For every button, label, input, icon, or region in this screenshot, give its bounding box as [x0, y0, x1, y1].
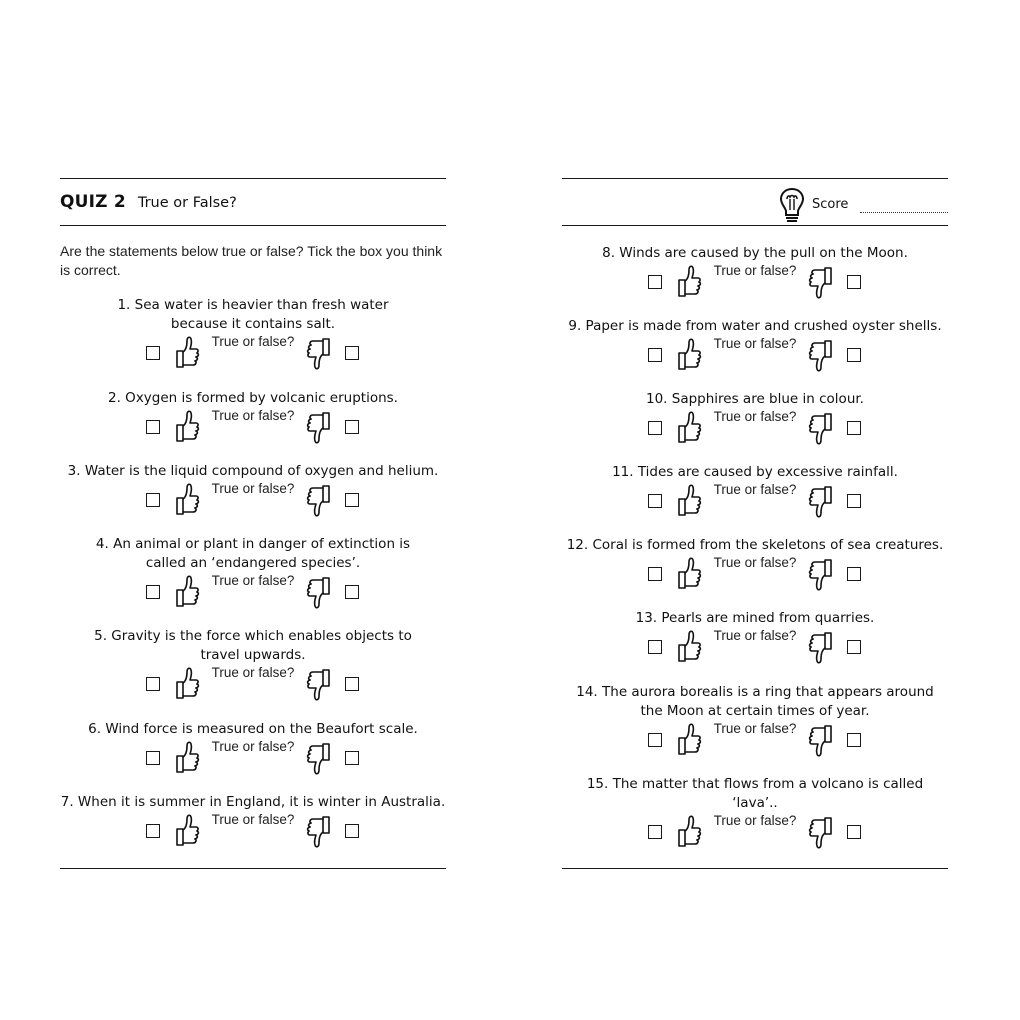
header-top-rule [562, 178, 948, 179]
true-checkbox[interactable] [146, 585, 160, 599]
thumbs-up-icon [676, 628, 702, 664]
true-checkbox[interactable] [648, 733, 662, 747]
question-text: because it contains salt. [170, 316, 336, 332]
true-checkbox[interactable] [648, 275, 662, 289]
thumbs-up-icon [676, 409, 702, 445]
answer-row [60, 739, 446, 777]
true-false-prompt: True or false? [713, 336, 797, 351]
false-checkbox[interactable] [345, 346, 359, 360]
question-item [60, 535, 446, 627]
thumbs-up-icon [174, 334, 200, 370]
true-checkbox[interactable] [146, 751, 160, 765]
true-false-prompt: True or false? [713, 813, 797, 828]
true-checkbox[interactable] [146, 346, 160, 360]
page-bottom-rule [60, 868, 446, 869]
answer-row [60, 334, 446, 372]
thumbs-down-icon [808, 411, 834, 447]
true-checkbox[interactable] [146, 677, 160, 691]
false-checkbox[interactable] [345, 751, 359, 765]
true-checkbox[interactable] [648, 494, 662, 508]
question-text: 6. Wind force is measured on the Beaufort scale. [88, 721, 418, 737]
answer-row [562, 628, 948, 666]
thumbs-down-icon [306, 410, 332, 446]
question-text: 1. Sea water is heavier than fresh water [117, 297, 389, 313]
false-checkbox[interactable] [847, 275, 861, 289]
false-checkbox[interactable] [847, 567, 861, 581]
true-false-prompt: True or false? [211, 739, 295, 754]
true-false-prompt: True or false? [713, 555, 797, 570]
true-false-prompt: True or false? [211, 665, 295, 680]
thumbs-down-icon [808, 557, 834, 593]
true-false-prompt: True or false? [713, 482, 797, 497]
question-text: travel upwards. [200, 647, 306, 663]
thumbs-down-icon [306, 483, 332, 519]
thumbs-down-icon [306, 741, 332, 777]
score-area [774, 184, 948, 220]
true-false-prompt: True or false? [713, 721, 797, 736]
question-text: 15. The matter that flows from a volcano is called ‘lava’.. [586, 776, 924, 811]
question-text: 12. Coral is formed from the skeletons of sea creatures. [566, 537, 944, 553]
question-item [60, 627, 446, 719]
answer-row [562, 336, 948, 374]
true-false-prompt: True or false? [211, 812, 295, 827]
answer-row [60, 408, 446, 446]
score-label: Score [812, 197, 849, 212]
false-checkbox[interactable] [847, 348, 861, 362]
false-checkbox[interactable] [345, 824, 359, 838]
answer-row [562, 813, 948, 851]
thumbs-up-icon [174, 812, 200, 848]
thumbs-down-icon [306, 814, 332, 850]
question-text: 9. Paper is made from water and crushed oyster shells. [568, 318, 942, 334]
question-item [60, 296, 446, 388]
true-checkbox[interactable] [648, 348, 662, 362]
answer-row [60, 665, 446, 703]
false-checkbox[interactable] [847, 421, 861, 435]
thumbs-down-icon [808, 723, 834, 759]
question-text: 3. Water is the liquid compound of oxygen and helium. [67, 463, 439, 479]
question-text: 5. Gravity is the force which enables objects to [94, 628, 412, 644]
false-checkbox[interactable] [345, 677, 359, 691]
answer-row [562, 482, 948, 520]
true-checkbox[interactable] [146, 493, 160, 507]
thumbs-down-icon [808, 815, 834, 851]
true-false-prompt: True or false? [713, 409, 797, 424]
true-checkbox[interactable] [648, 640, 662, 654]
thumbs-up-icon [676, 721, 702, 757]
thumbs-down-icon [306, 667, 332, 703]
false-checkbox[interactable] [345, 585, 359, 599]
question-text: called an ‘endangered species’. [145, 555, 361, 571]
answer-row [60, 812, 446, 850]
question-item [562, 775, 948, 867]
true-checkbox[interactable] [648, 421, 662, 435]
thumbs-down-icon [808, 338, 834, 374]
answer-row [562, 555, 948, 593]
true-false-prompt: True or false? [713, 628, 797, 643]
true-false-prompt: True or false? [211, 573, 295, 588]
header-bottom-rule [562, 225, 948, 226]
quiz-header [60, 192, 237, 212]
quiz-number: QUIZ 2 [60, 192, 126, 212]
thumbs-up-icon [174, 573, 200, 609]
false-checkbox[interactable] [847, 640, 861, 654]
page-bottom-rule [562, 868, 948, 869]
question-text: 4. An animal or plant in danger of extinction is [95, 536, 411, 552]
answer-row [562, 721, 948, 759]
question-text: the Moon at certain times of year. [640, 703, 870, 719]
lightbulb-icon [778, 186, 806, 224]
true-false-prompt: True or false? [211, 334, 295, 349]
false-checkbox[interactable] [345, 493, 359, 507]
answer-row [60, 481, 446, 519]
answer-row [562, 409, 948, 447]
thumbs-down-icon [808, 630, 834, 666]
question-text: 7. When it is summer in England, it is winter in Australia. [60, 794, 446, 810]
thumbs-down-icon [306, 336, 332, 372]
answer-row [562, 263, 948, 301]
instructions: Are the statements below true or false? Tick the box you think is correct. [60, 243, 443, 278]
thumbs-down-icon [808, 484, 834, 520]
header-top-rule [60, 178, 446, 179]
false-checkbox[interactable] [345, 420, 359, 434]
header-bottom-rule [60, 225, 446, 226]
question-text: 13. Pearls are mined from quarries. [635, 610, 875, 626]
question-text: 2. Oxygen is formed by volcanic eruptions. [108, 390, 398, 406]
thumbs-up-icon [676, 336, 702, 372]
thumbs-up-icon [174, 481, 200, 517]
score-line [860, 212, 948, 213]
question-text: 11. Tides are caused by excessive rainfall. [612, 464, 898, 480]
thumbs-up-icon [174, 408, 200, 444]
question-text: 10. Sapphires are blue in colour. [646, 391, 864, 407]
true-false-prompt: True or false? [211, 408, 295, 423]
true-checkbox[interactable] [648, 825, 662, 839]
thumbs-up-icon [174, 665, 200, 701]
true-checkbox[interactable] [146, 420, 160, 434]
question-item [562, 683, 948, 775]
true-false-prompt: True or false? [713, 263, 797, 278]
true-false-prompt: True or false? [211, 481, 295, 496]
thumbs-down-icon [306, 575, 332, 611]
false-checkbox[interactable] [847, 494, 861, 508]
question-text: 8. Winds are caused by the pull on the Moon. [602, 245, 908, 261]
quiz-title: True or False? [137, 195, 237, 211]
false-checkbox[interactable] [847, 733, 861, 747]
thumbs-up-icon [676, 813, 702, 849]
question-text: 14. The aurora borealis is a ring that appears around [576, 684, 934, 700]
answer-row [60, 573, 446, 611]
true-checkbox[interactable] [146, 824, 160, 838]
question-item [60, 793, 446, 885]
thumbs-up-icon [676, 482, 702, 518]
thumbs-down-icon [808, 265, 834, 301]
false-checkbox[interactable] [847, 825, 861, 839]
true-checkbox[interactable] [648, 567, 662, 581]
thumbs-up-icon [174, 739, 200, 775]
thumbs-up-icon [676, 555, 702, 591]
thumbs-up-icon [676, 263, 702, 299]
